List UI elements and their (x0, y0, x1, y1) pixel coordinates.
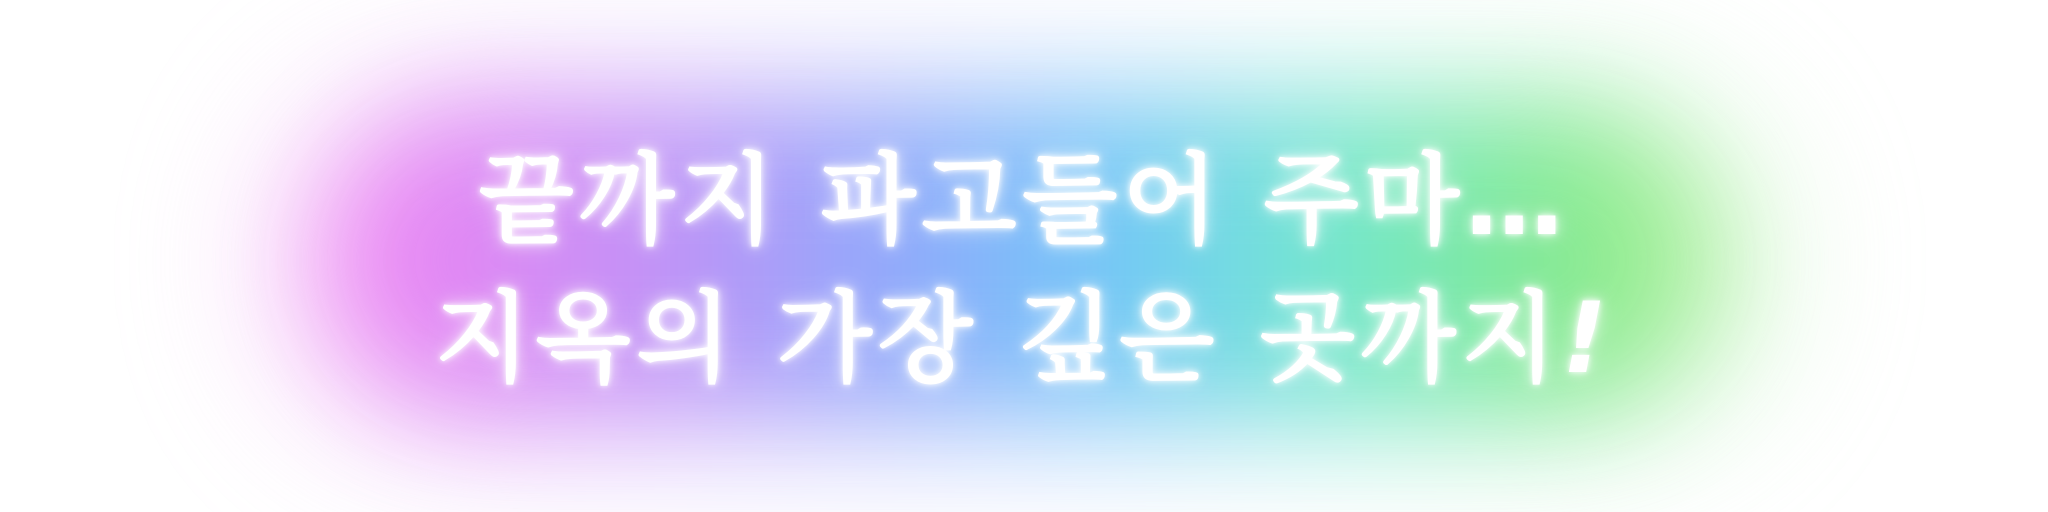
banner-line-2-main: 지옥의 가장 깊은 곳까지 (435, 282, 1563, 396)
banner-text (0, 132, 2048, 408)
exclamation-mark: ! (1562, 282, 1613, 396)
banner-line-1: 끝까지 파고들어 주마… (478, 144, 1570, 258)
banner-line-2 (0, 270, 2048, 408)
